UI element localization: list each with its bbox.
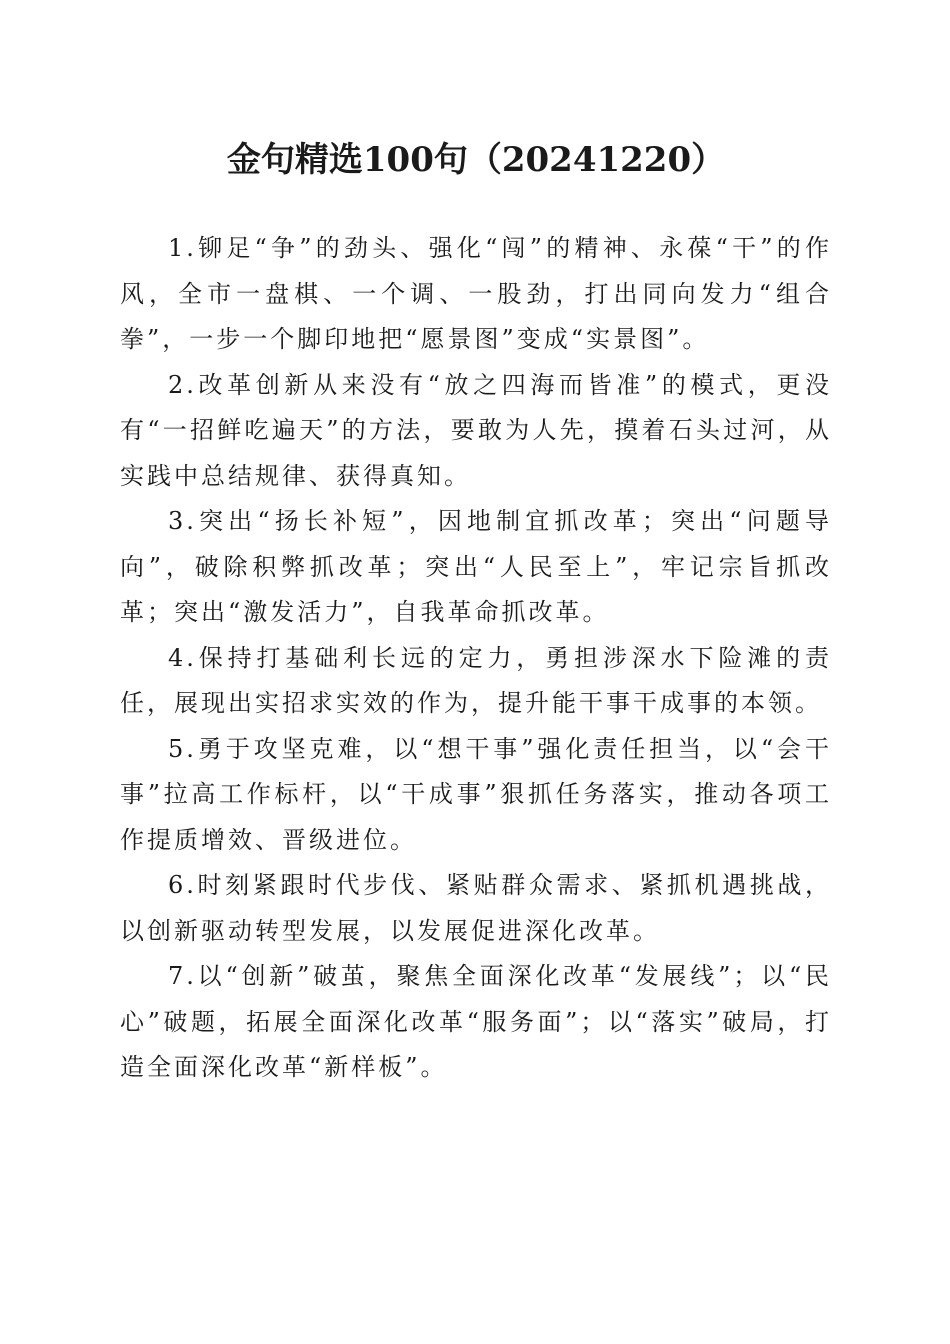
paragraph-6: 6.时刻紧跟时代步伐、紧贴群众需求、紧抓机遇挑战，以创新驱动转型发展，以发展促进深化改革。	[120, 871, 832, 945]
paragraph-2: 2.改革创新从来没有“放之四海而皆准”的模式，更没有“一招鲜吃遍天”的方法，要敢为人先，摸着石头过河，从实践中总结规律、获得真知。	[120, 370, 832, 490]
paragraph-7: 7.以“创新”破茧，聚焦全面深化改革“发展线”；以“民心”破题，拓展全面深化改革“服务面”；以“落实”破局，打造全面深化改革“新样板”。	[120, 962, 832, 1081]
paragraph-3: 3.突出“扬长补短”，因地制宜抓改革；突出“问题导向”，破除积弊抓改革；突出“人民至上”，牢记宗旨抓改革；突出“激发活力”，自我革命抓改革。	[120, 507, 832, 626]
paragraph-1: 1.铆足“争”的劲头、强化“闯”的精神、永葆“干”的作风，全市一盘棋、一个调、一股劲，打出同向发力“组合拳”，一步一个脚印地把“愿景图”变成“实景图”。	[120, 234, 832, 353]
document-title: 金句精选100句（20241220）	[226, 140, 726, 180]
paragraph-4: 4.保持打基础利长远的定力，勇担涉深水下险滩的责任，展现出实招求实效的作为，提升能干事干成事的本领。	[120, 643, 832, 717]
paragraph-5: 5.勇于攻坚克难，以“想干事”强化责任担当，以“会干事”拉高工作标杆，以“干成事”狠抓任务落实，推动各项工作提质增效、晋级进位。	[120, 734, 832, 854]
